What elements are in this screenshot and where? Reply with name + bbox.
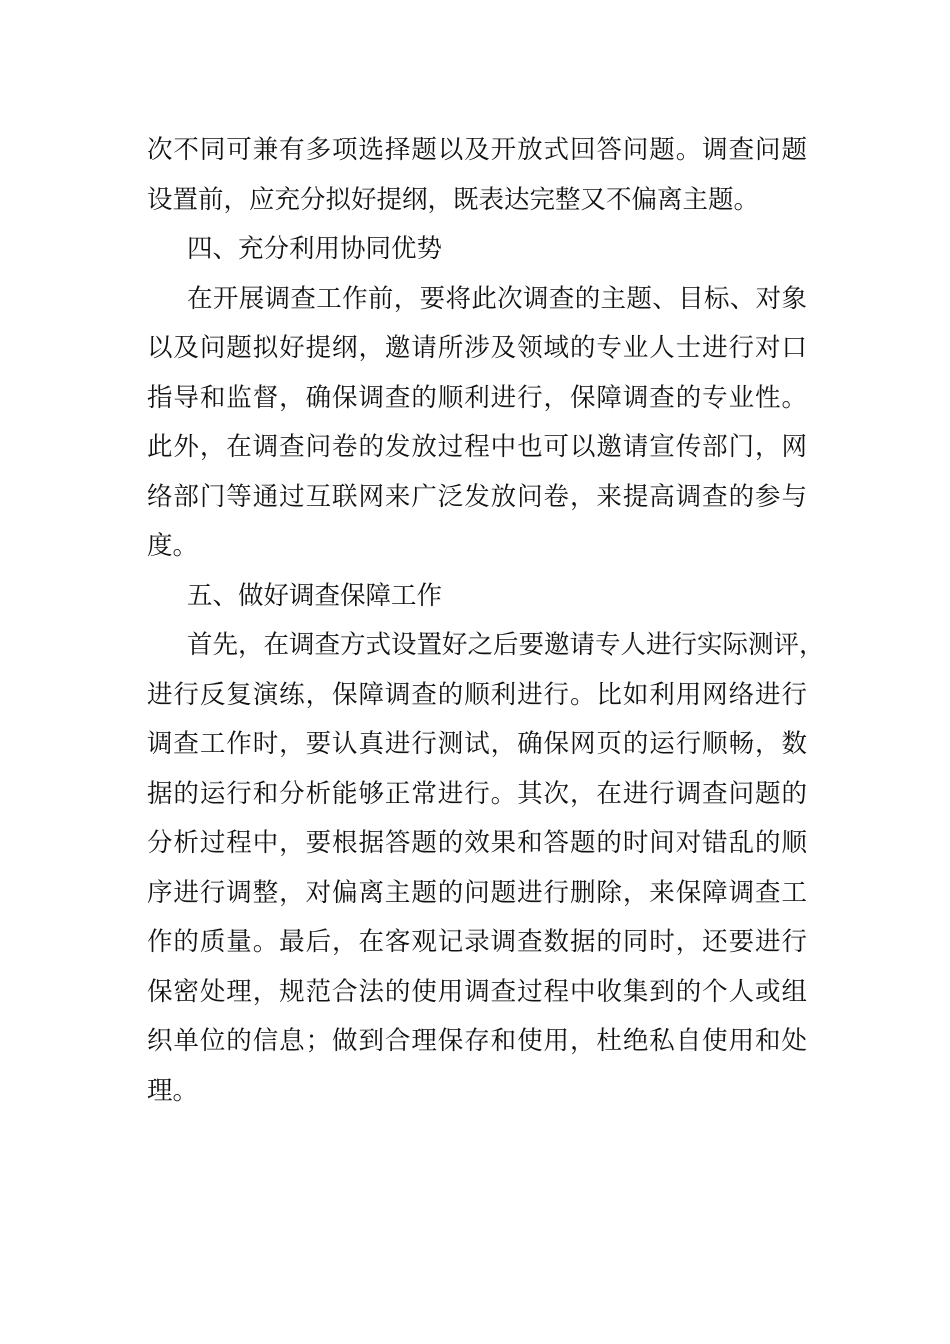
text-line-18: 保密处理，规范合法的使用调查过程中收集到的个人或组 (147, 976, 807, 1007)
text-line-5: 以及问题拟好提纲，邀请所涉及领域的专业人士进行对口 (147, 333, 807, 363)
text-line-19: 织单位的信息；做到合理保存和使用，杜绝私自使用和处 (147, 1026, 807, 1056)
text-line-13: 调查工作时，要认真进行测试，确保网页的运行顺畅，数 (147, 729, 807, 759)
section-heading-5: 五、做好调查保障工作 (187, 580, 443, 611)
text-line-4: 在开展调查工作前，要将此次调查的主题、目标、对象 (187, 283, 807, 314)
document-body (147, 126, 825, 1116)
text-line-16: 序进行调整，对偏离主题的问题进行删除，来保障调查工 (147, 877, 807, 908)
text-line-12: 进行反复演练，保障调查的顺利进行。比如利用网络进行 (147, 679, 807, 710)
text-line-15: 分析过程中，要根据答题的效果和答题的时间对错乱的顺 (147, 828, 807, 858)
text-line-6: 指导和监督，确保调查的顺利进行，保障调查的专业性。 (147, 382, 807, 413)
text-line-11: 首先，在调查方式设置好之后要邀请专人进行实际测评， (187, 630, 825, 660)
section-heading-4: 四、充分利用协同优势 (187, 234, 443, 264)
text-line-8: 络部门等通过互联网来广泛发放问卷，来提高调查的参与 (147, 481, 807, 512)
text-line-7: 此外，在调查问卷的发放过程中也可以邀请宣传部门，网 (147, 432, 807, 462)
text-line-17: 作的质量。最后，在客观记录调查数据的同时，还要进行 (147, 927, 807, 957)
text-line-2: 设置前，应充分拟好提纲，既表达完整又不偏离主题。 (147, 184, 760, 215)
text-line-20: 理。 (147, 1075, 199, 1106)
text-line-1: 次不同可兼有多项选择题以及开放式回答问题。调查问题 (147, 135, 807, 165)
text-line-9: 度。 (147, 531, 199, 561)
text-line-14: 据的运行和分析能够正常进行。其次，在进行调查问题的 (147, 778, 807, 809)
